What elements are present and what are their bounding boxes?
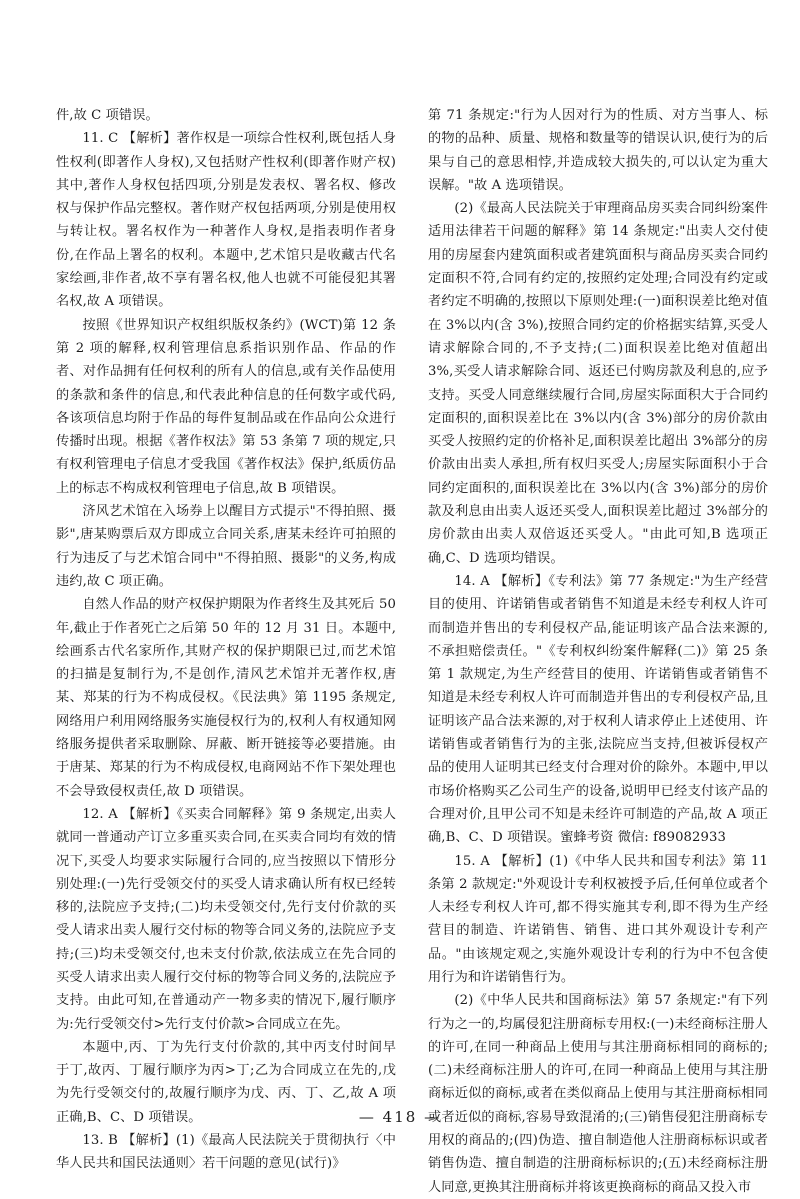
paragraph: 按照《世界知识产权组织版权条约》(WCT)第 12 条第 2 项的解释,权利管理信息系指识别作品、作品的作者、对作品拥有任何权利的所有人的信息,或有关作品使用的条款和条件的信息,和代表此种信息的任何数字或代码,各该项信息均附于作品的每件复制品或在作品向公众进行传播时出现。根据《著作权法》第 53 条第 7 项的规定,只有权利管理电子信息才受我国《著作权法》保护,纸质仿品上的标志不构成权利管理电子信息,故 B 项错误。 bbox=[56, 317, 396, 496]
paragraph: 11. C 【解析】著作权是一项综合性权利,既包括人身性权利(即著作人身权),又包括财产性权利(即著作财产权)其中,著作人身权包括四项,分别是发表权、署名权、修改权与保护作品完整权。著作财产权包括两项,分别是使用权与转让权。署名权作为一种著作人身权,是指表明作者身份,在作品上署名的权利。本题中,艺术馆只是收藏古代名家绘画,非作者,故不享有署名权,他人也就不可能侵犯其署名权,故 A 项错误。 bbox=[56, 131, 396, 310]
paragraph: 本题中,丙、丁为先行支付价款的,其中丙支付时间早于丁,故丙、丁履行顺序为丙>丁;乙为合同成立在先的,戊为先行受领交付的,故履行顺序为戊、丙、丁、乙,故 A 项正确,B、C、D 项错误。 bbox=[56, 1039, 396, 1125]
page-number: — 418 — bbox=[358, 1108, 442, 1126]
right-column bbox=[428, 104, 768, 1199]
paragraph: 自然人作品的财产权保护期限为作者终生及其死后 50 年,截止于作者死亡之后第 50 年的 12 月 31 日。本题中,绘画系古代名家所作,其财产权的保护期限已过,而艺术馆的扫描是复制行为,不是创作,清风艺术馆并无著作权,唐某、郑某的行为不构成侵权。《民法典》第 1195 条规定,网络用户利用网络服务实施侵权行为的,权利人有权通知网络服务提供者采取删除、屏蔽、断开链接等必要措施。由于唐某、郑某的行为不构成侵权,电商网站不作下架处理也不会导致侵权责任,故 D 项错误。 bbox=[56, 597, 396, 799]
paragraph: 13. B 【解析】(1)《最高人民法院关于贯彻执行〈中华人民共和国民法通则〉若干问题的意见(试行)》 bbox=[56, 1133, 396, 1172]
paragraph: 件,故 C 项错误。 bbox=[56, 108, 159, 123]
paragraph: 15. A 【解析】(1)《中华人民共和国专利法》第 11 条第 2 款规定:"外观设计专利权被授予后,任何单位或者个人未经专利权人许可,都不得实施其专利,即不得为生产经营目的制造、许诺销售、销售、进口其外观设计专利产品。"由该规定观之,实施外观设计专利的行为中不包含使用行为和许诺销售行为。 bbox=[428, 853, 768, 985]
paragraph: 第 71 条规定:"行为人因对行为的性质、对方当事人、标的物的品种、质量、规格和数量等的错误认识,使行为的后果与自己的意思相悖,并造成较大损失的,可以认定为重大误解。"故 A 选项错误。 bbox=[428, 108, 768, 193]
paragraph: (2)《中华人民共和国商标法》第 57 条规定:"有下列行为之一的,均属侵犯注册商标专用权:(一)未经商标注册人的许可,在同一种商品上使用与其注册商标相同的商标的;(二)未经商标注册人的许可,在同一种商品上使用与其注册商标近似的商标,或者在类似商品上使用与其注册商标相同或者近似的商标,容易导致混淆的;(三)销售侵犯注册商标专用权的商品的;(四)伪造、擅自制造他人注册商标标识或者销售伪造、擅自制造的注册商标标识的;(五)未经商标注册人同意,更换其注册商标并将该更换商标的商品又投入市 bbox=[428, 993, 768, 1195]
paragraph: (2)《最高人民法院关于审理商品房买卖合同纠纷案件适用法律若干问题的解释》第 14 条规定:"出卖人交付使用的房屋套内建筑面积或者建筑面积与商品房买卖合同约定面积不符,合同有约定的,按照约定处理;合同没有约定或者约定不明确的,按照以下原则处理:(一)面积误差比绝对值在 3%以内(含 3%),按照合同约定的价格据实结算,买受人请求解除合同的,不予支持;(二)面积误差比绝对值超出 3%,买受人请求解除合同、返还已付购房款及利息的,应予支持。买受人同意继续履行合同,房屋实际面积大于合同约定面积的,面积误差比在 3%以内(含 3%)部分的房价款由买受人按照约定的价格补足,面积误差比超出 3%部分的房价款由出卖人承担,所有权归买受人;房屋实际面积小于合同约定面积的,面积误差比在 3%以内(含 3%)部分的房价款及利息由出卖人返还买受人,面积误差比超过 3%部分的房价款由出卖人双倍返还买受人。"由此可知,B 选项正确,C、D 选项均错误。 bbox=[428, 201, 768, 566]
paragraph: 14. A 【解析】《专利法》第 77 条规定:"为生产经营目的使用、许诺销售或者销售不知道是未经专利权人许可而制造并售出的专利侵权产品,能证明该产品合法来源的,不承担赔偿责任。"《专利权纠纷案件解释(二)》第 25 条第 1 款规定,为生产经营目的使用、许诺销售或者销售不知道是未经专利权人许可而制造并售出的专利侵权产品,且证明该产品合法来源的,对于权利人请求停止上述使用、许诺销售或者销售行为的主张,法院应当支持,但被诉侵权产品的使用人证明其已经支付合理对价的除外。本题中,甲以市场价格购买乙公司生产的设备,说明甲已经支付该产品的合理对价,且甲公司不知是未经许可制造的产品,故 A 项正确,B、C、D 项错误。蜜蜂考资 微信: f89082933 bbox=[428, 573, 768, 846]
left-column bbox=[56, 104, 396, 1176]
paragraph: 12. A 【解析】《买卖合同解释》第 9 条规定,出卖人就同一普通动产订立多重买卖合同,在买卖合同均有效的情况下,买受人均要求实际履行合同的,应当按照以下情形分别处理:(一)先行受领交付的买受人请求确认所有权已经转移的,法院应予支持;(二)均未受领交付,先行支付价款的买受人请求出卖人履行交付标的物等合同义务的,法院应予支持;(三)均未受领交付,也未支付价款,依法成立在先合同的买受人请求出卖人履行交付标的物等合同义务的,法院应予支持。由此可知,在普通动产一物多卖的情况下,履行顺序为:先行受领交付>先行支付价款>合同成立在先。 bbox=[56, 806, 396, 1032]
paragraph: 济风艺术馆在入场券上以醒目方式提示"不得拍照、摄影",唐某购票后双方即成立合同关系,唐某未经许可拍照的行为违反了与艺术馆合同中"不得拍照、摄影"的义务,构成违约,故 C 项正确。 bbox=[56, 504, 396, 589]
